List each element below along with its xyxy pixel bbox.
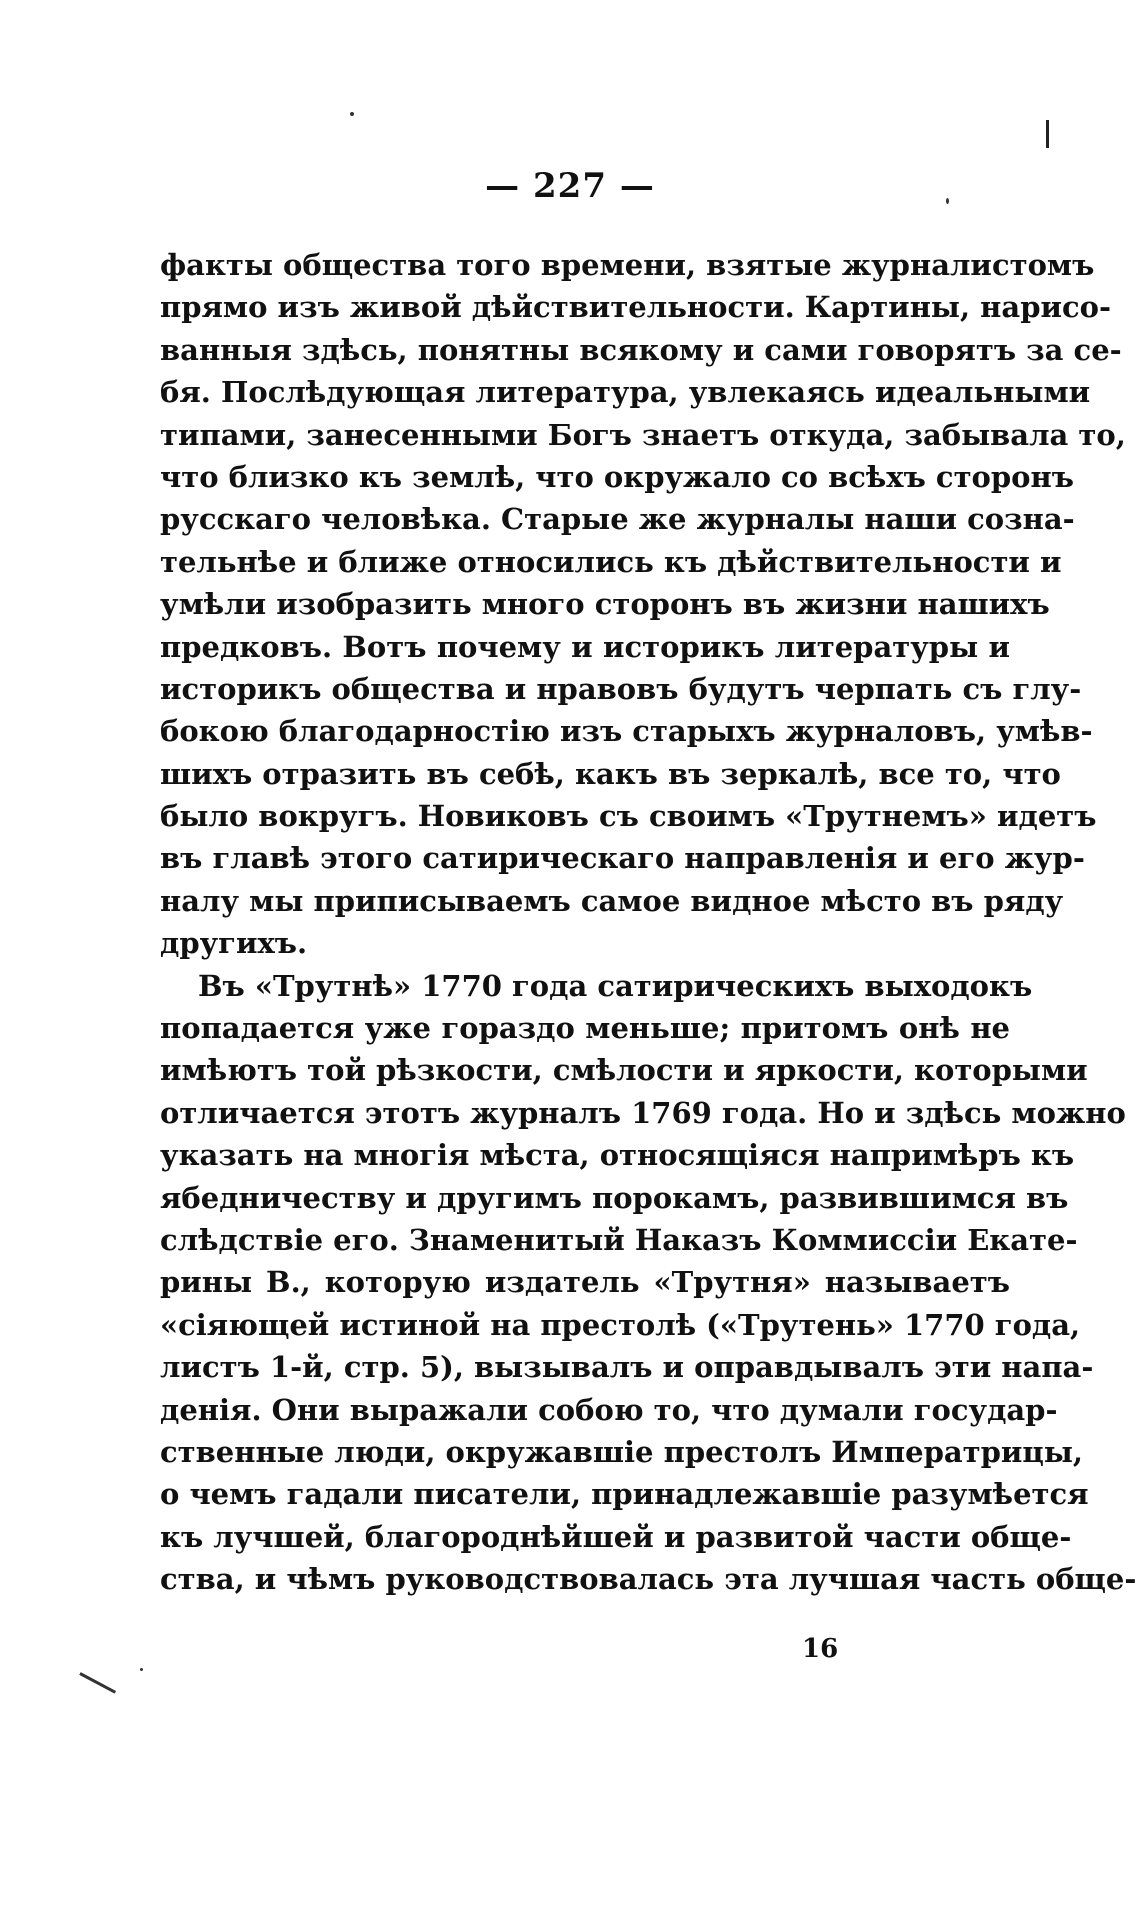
text-line: русскаго человѣка. Старые же журналы наши созна-	[160, 502, 1075, 537]
text-line: въ главѣ этого сатирическаго направленія и его жур-	[160, 841, 1085, 876]
text-line: было вокругъ. Новиковъ съ своимъ «Трутнемъ» идетъ	[160, 799, 1097, 834]
text-line: предковъ. Вотъ почему и историкъ литературы и	[160, 629, 1010, 664]
text-line: умѣли изобразить много сторонъ въ жизни нашихъ	[160, 587, 1050, 622]
text-line: шихъ отразить въ себѣ, какъ въ зеркалѣ, все то, что	[160, 756, 1061, 791]
text-line: указать на многія мѣста, относящіяся напримѣръ къ	[160, 1138, 1075, 1173]
text-line: Въ «Трутнѣ» 1770 года сатирическихъ выходокъ	[198, 968, 1033, 1003]
page-number: — 227 —	[485, 166, 655, 206]
speck	[350, 112, 354, 116]
text-line: «сіяющей истиной на престолѣ («Трутень» 1770 года,	[160, 1307, 1081, 1342]
text-line: типами, занесенными Богъ знаетъ откуда, забывала то,	[160, 417, 1126, 452]
text-line: другихъ.	[160, 926, 308, 961]
text-line: имѣютъ той рѣзкости, смѣлости и яркости, которыми	[160, 1053, 1088, 1088]
speck	[140, 1668, 143, 1671]
text-line: ванныя здѣсь, понятны всякому и сами говорятъ за се-	[160, 332, 1122, 367]
margin-mark	[1046, 120, 1049, 148]
text-line: бя. Послѣдующая литература, увлекаясь идеальными	[160, 375, 1091, 410]
text-line: тельнѣе и ближе относились къ дѣйствительности и	[160, 544, 1062, 579]
text-line: налу мы приписываемъ самое видное мѣсто въ ряду	[160, 883, 1064, 918]
text-line: бокою благодарностію изъ старыхъ журналовъ, умѣв-	[160, 714, 1093, 749]
text-line: что близко къ землѣ, что окружало со всѣхъ сторонъ	[160, 459, 1074, 494]
signature-mark: 16	[802, 1634, 839, 1664]
text-line: денія. Они выражали собою то, что думали государ-	[160, 1392, 1058, 1427]
text-line: попадается уже гораздо меньше; притомъ онѣ не	[160, 1011, 1010, 1046]
text-line: листъ 1-й, стр. 5), вызывалъ и оправдывалъ эти напа-	[160, 1350, 1094, 1385]
text-line: слѣдствіе его. Знаменитый Наказъ Коммиссіи Екате-	[160, 1222, 1078, 1257]
scratch-mark	[79, 1672, 116, 1693]
text-line: прямо изъ живой дѣйствительности. Картины, нарисо-	[160, 290, 1112, 325]
text-line: отличается этотъ журналъ 1769 года. Но и здѣсь можно	[160, 1095, 1126, 1130]
text-line: ственные люди, окружавшіе престолъ Императрицы,	[160, 1434, 1083, 1469]
text-line: ства, и чѣмъ руководствовалась эта лучшая часть обще-	[160, 1562, 1137, 1597]
text-line: о чемъ гадали писатели, принадлежавшіе разумѣется	[160, 1477, 1089, 1512]
text-line: историкъ общества и нравовъ будутъ черпать съ глу-	[160, 671, 1082, 706]
text-line: ябедничеству и другимъ порокамъ, развившимся въ	[160, 1180, 1069, 1215]
text-line: рины В., которую издатель «Трутня» называетъ	[160, 1265, 1010, 1300]
text-line: къ лучшей, благороднѣйшей и развитой части обще-	[160, 1519, 1072, 1554]
text-line: факты общества того времени, взятые журналистомъ	[160, 248, 1095, 282]
body-text	[160, 244, 1137, 1601]
